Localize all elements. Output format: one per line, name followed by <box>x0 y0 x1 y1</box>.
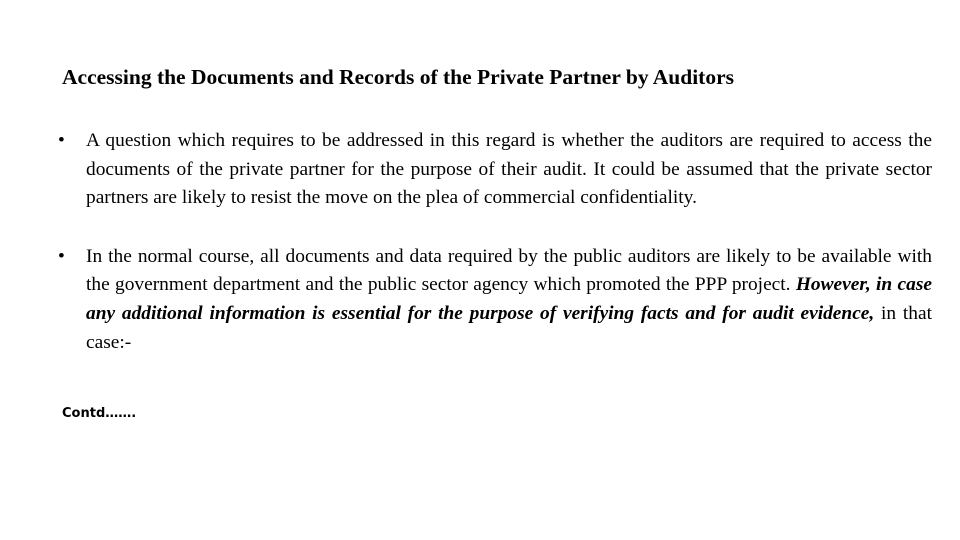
bullet-text-tail: in that case:- <box>86 302 932 353</box>
bullet-text: A question which requires to be addressed in this regard is whether the auditors are required to access the documents of the private partner for the purpose of their audit. It could be assumed that the private sector partners are likely to resist the move on the plea of commercial confidentiality. <box>86 130 932 209</box>
bullet-emphasis-text: However, in case any additional information is essential for the purpose of verifying facts and for audit evidence, <box>86 274 932 324</box>
bullet-item <box>58 243 932 357</box>
bullet-icon: • <box>58 245 65 267</box>
bullet-icon: • <box>58 130 65 151</box>
bullet-item <box>58 127 932 213</box>
slide-title: Accessing the Documents and Records of the Private Partner by Auditors <box>62 65 735 89</box>
bullet-list <box>58 127 932 357</box>
bullet-text: In the normal course, all documents and data required by the public auditors are likely to be available with the government department and the public sector agency which promoted the PPP project. <box>86 245 932 296</box>
continued-label: Contd……. <box>62 406 137 421</box>
